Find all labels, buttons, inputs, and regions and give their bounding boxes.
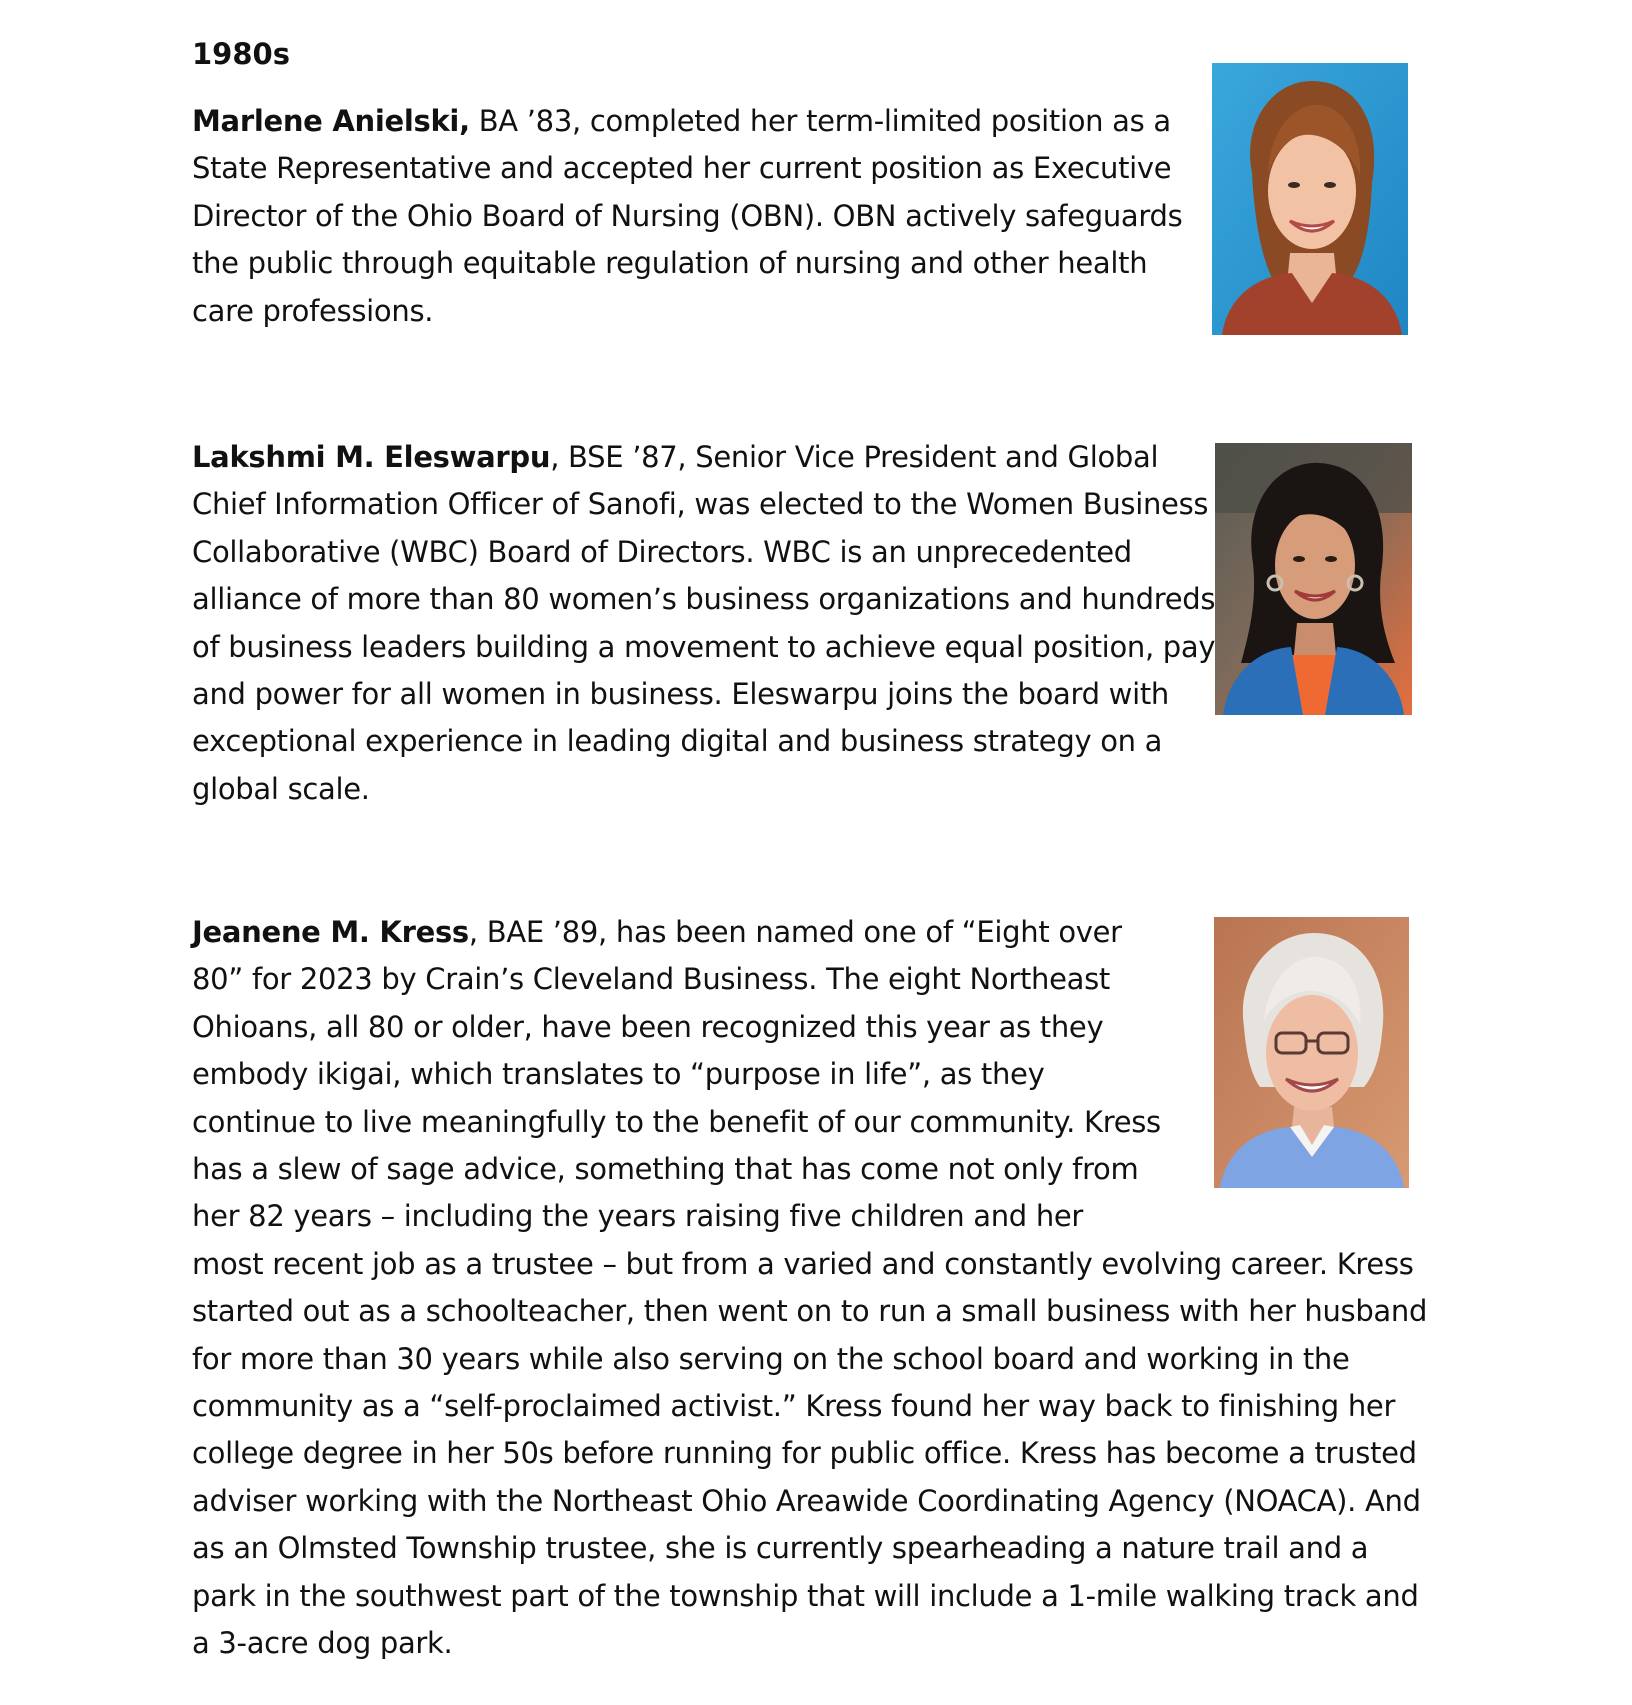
alumni-name: Lakshmi M. Eleswarpu: [192, 440, 551, 474]
decade-heading: 1980s: [192, 37, 290, 71]
alumni-text: BA ’83, completed her term-limited position as a State Representative and accepted her current position as Executive Director of the Ohio Board of Nursing (OBN). OBN actively safeguards the public through equitable regulation of nursing and other health care professions.: [192, 104, 1183, 328]
alumni-name: Jeanene M. Kress: [192, 915, 469, 949]
alumni-entry-eleswarpu: [192, 434, 1232, 813]
portrait-photo-anielski: [1212, 63, 1408, 335]
alumni-entry-anielski: [192, 98, 1202, 335]
portrait-photo-kress: [1214, 917, 1409, 1188]
alumni-text: , BAE ’89, has been named one of “Eight over 80” for 2023 by Crain’s Cleveland Business. The eight Northeast Ohioans, all 80 or older, have been recognized this year as they embody ikigai, which translates to “purpose in life”, as they continue to live meaningfully to the benefit of our community. Kress has a slew of sage advice, something that has come not only from her 82 years – including the years raising five children and her most recent job as a trustee – but from a varied and constantly evolving career. Kress started out as a schoolteacher, then went on to run a small business with her husband for more than 30 years while also serving on the school board and working in the community as a “self-proclaimed activist.” Kress found her way back to finishing her college degree in her 50s before running for public office. Kress has become a trusted adviser working with the Northeast Ohio Areawide Coordinating Agency (NOACA). And as an Olmsted Township trustee, she is currently spearheading a nature trail and a park in the southwest part of the township that will include a 1-mile walking track and a 3-acre dog park.: [192, 915, 1428, 1661]
alumni-name: Marlene Anielski,: [192, 104, 470, 138]
alumni-text: , BSE ’87, Senior Vice President and Global Chief Information Officer of Sanofi, was elected to the Women Business Collaborative (WBC) Board of Directors. WBC is an unprecedented alliance of more than 80 women’s business organizations and hundreds of business leaders building a movement to achieve equal position, pay and power for all women in business. Eleswarpu joins the board with exceptional experience in leading digital and business strategy on a global scale.: [192, 440, 1216, 806]
portrait-photo-eleswarpu: [1215, 443, 1412, 715]
